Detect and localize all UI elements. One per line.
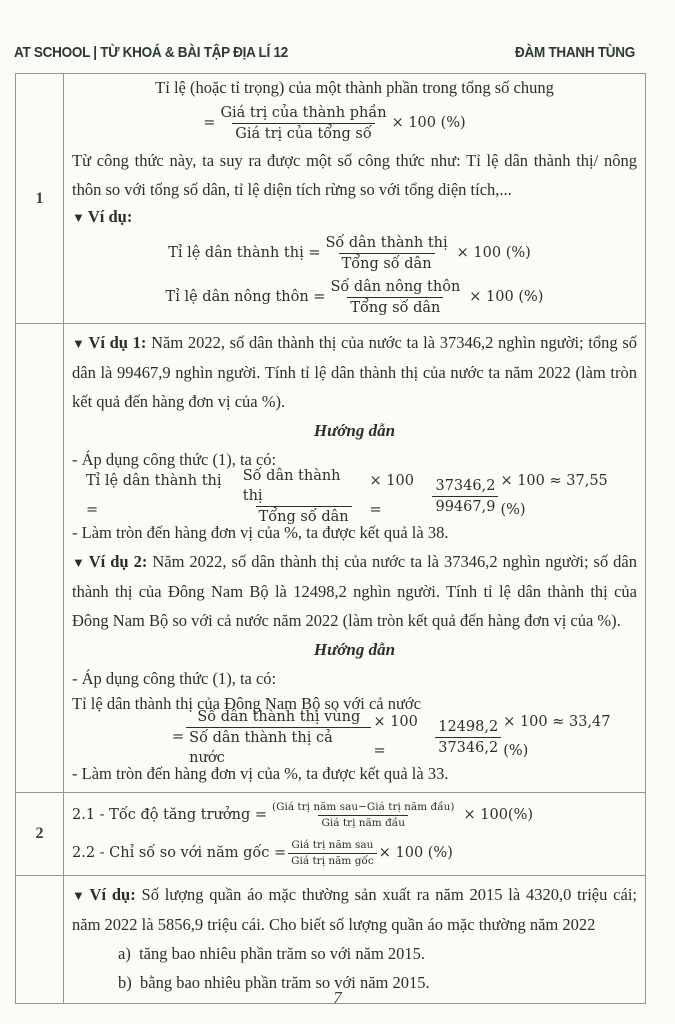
example-1: ▼ Ví dụ 1: Năm 2022, số dân thành thị của nước ta là 37346,2 nghìn người; tổng số dân là 99467,9 nghìn người. Tính tỉ lệ dân thành thị của nước ta năm 2022 (làm tròn kết quả đến hàng đơn vị của %). <box>72 333 637 411</box>
example-heading: ▼ Ví dụ: <box>72 207 133 226</box>
lead-line: Tỉ lệ dân thành thị của Đông Nam Bộ so với cả nước <box>72 694 421 713</box>
fraction: $\frac{12498,2}{37346,2}$ <box>435 717 501 758</box>
apply-line: - Áp dụng công thức (1), ta có: <box>72 669 277 688</box>
result-line: - Làm tròn đến hàng đơn vị của %, ta được kết quả là 38. <box>72 523 449 542</box>
table-row <box>16 324 646 793</box>
fraction: $\frac{\text{Giá trị năm sau}}{\text{Giá trị năm gốc}}$ <box>288 838 377 869</box>
list-item: a) tăng bao nhiêu phần trăm so với năm 2015. <box>118 944 426 963</box>
triangle-down-icon: ▼ <box>72 888 87 903</box>
fraction: $\frac{\text{Giá trị của thành phần}}{\text{Giá trị của tổng số}}$ <box>220 104 387 142</box>
fraction: $\frac{\text{Số dân thành thị}}{\text{Tổng số dân}}$ <box>325 234 448 272</box>
fraction: $\frac{\text{Số dân thành thị}}{\text{Tổng số dân}}$ <box>240 466 368 527</box>
apply-line: - Áp dụng công thức (1), ta có: <box>72 450 277 469</box>
base-index-formula: 2.2 - Chỉ số so với năm gốc = $\frac{\text{Giá trị năm sau}}{\text{Giá trị năm gốc}}$ × 100 (%) <box>72 838 453 867</box>
table-row <box>16 876 646 1004</box>
example-2: ▼ Ví dụ 2: Năm 2022, số dân thành thị của nước ta là 37346,2 nghìn người; số dân thành thị của Đông Nam Bộ là 12498,2 nghìn người. Tính tỉ lệ dân thành thị của Đông Nam Bộ so với cả nước năm 2022 (làm tròn kết quả đến hàng đơn vị của %). <box>72 552 638 630</box>
triangle-down-icon: ▼ <box>72 210 85 225</box>
list-item: b) bằng bao nhiêu phần trăm so với năm 2015. <box>118 973 430 992</box>
paragraph: Từ công thức này, ta suy ra được một số công thức như: Tỉ lệ dân thành thị/ nông thôn so với tổng số dân, tỉ lệ diện tích rừng so với tổng diện tích,... <box>72 151 637 199</box>
row-number: 1 <box>16 74 64 324</box>
table-row <box>16 793 646 876</box>
header-book-title: AT SCHOOL | TỪ KHOÁ & BÀI TẬP ĐỊA LÍ 12 <box>14 44 288 61</box>
example: ▼ Ví dụ: Số lượng quần áo mặc thường sản xuất ra năm 2015 là 4320,0 triệu cái; năm 2022 là 5856,9 triệu cái. Cho biết số lượng quần áo mặc thường năm 2022 <box>72 885 637 934</box>
fraction: $\frac{\text{Số dân thành thị vùng}}{\text{Số dân thành thị cả nước}}$ <box>186 707 371 768</box>
fraction: $\frac{\text{(Giá trị năm sau−Giá trị năm đầu)}}{\text{Giá trị năm đầu}}$ <box>271 800 455 829</box>
table-row <box>16 74 646 324</box>
result-line: - Làm tròn đến hàng đơn vị của %, ta được kết quả là 33. <box>72 764 449 783</box>
example-formula: Tỉ lệ dân thành thị = $\frac{\text{Số dân thành thị}}{\text{Tổng số dân}}$ × 100 (%) <box>168 234 531 272</box>
fraction: $\frac{37346,2}{99467,9}$ <box>432 476 498 517</box>
growth-rate-formula: 2.1 - Tốc độ tăng trưởng = $\frac{\text{(Giá trị năm sau−Giá trị năm đầu)}}{\text{Giá trị năm đầu}}$ × 100(%) <box>72 800 534 829</box>
row-content <box>64 793 646 876</box>
formula-table <box>15 73 646 1004</box>
header-author: ĐÀM THANH TÙNG <box>515 44 635 61</box>
row-number: 2 <box>16 793 64 876</box>
solution-formula: Tỉ lệ dân thành thị = $\frac{\text{Số dân thành thị}}{\text{Tổng số dân}}$ × 100 = $\frac{37346,2}{99467,9}$ × 100 ≈ 37,55 (%) <box>86 467 608 525</box>
formula-main: = $\frac{\text{Giá trị của thành phần}}{\text{Giá trị của tổng số}}$ × 100 (%) <box>203 104 466 142</box>
triangle-down-icon: ▼ <box>72 336 86 351</box>
triangle-down-icon: ▼ <box>72 555 86 570</box>
guide-heading: Hướng dẫn <box>313 640 396 659</box>
formula-title: Tỉ lệ (hoặc tỉ trọng) của một thành phần trong tổng số chung <box>155 78 554 97</box>
example-formula: Tỉ lệ dân nông thôn = $\frac{\text{Số dân nông thôn}}{\text{Tổng số dân}}$ × 100 (%) <box>165 278 544 316</box>
fraction: $\frac{\text{Số dân nông thôn}}{\text{Tổng số dân}}$ <box>330 278 461 316</box>
page-number: 7 <box>333 988 342 1007</box>
guide-heading: Hướng dẫn <box>313 421 396 440</box>
page-header <box>14 44 635 61</box>
solution-formula: = $\frac{\text{Số dân thành thị vùng}}{\text{Số dân thành thị cả nước}}$ × 100 = $\frac{12498,2}{37346,2}$ × 100 ≈ 33,47 (%) <box>172 708 611 766</box>
row-content <box>64 74 646 324</box>
row-content <box>64 876 646 1004</box>
row-content <box>64 324 646 793</box>
